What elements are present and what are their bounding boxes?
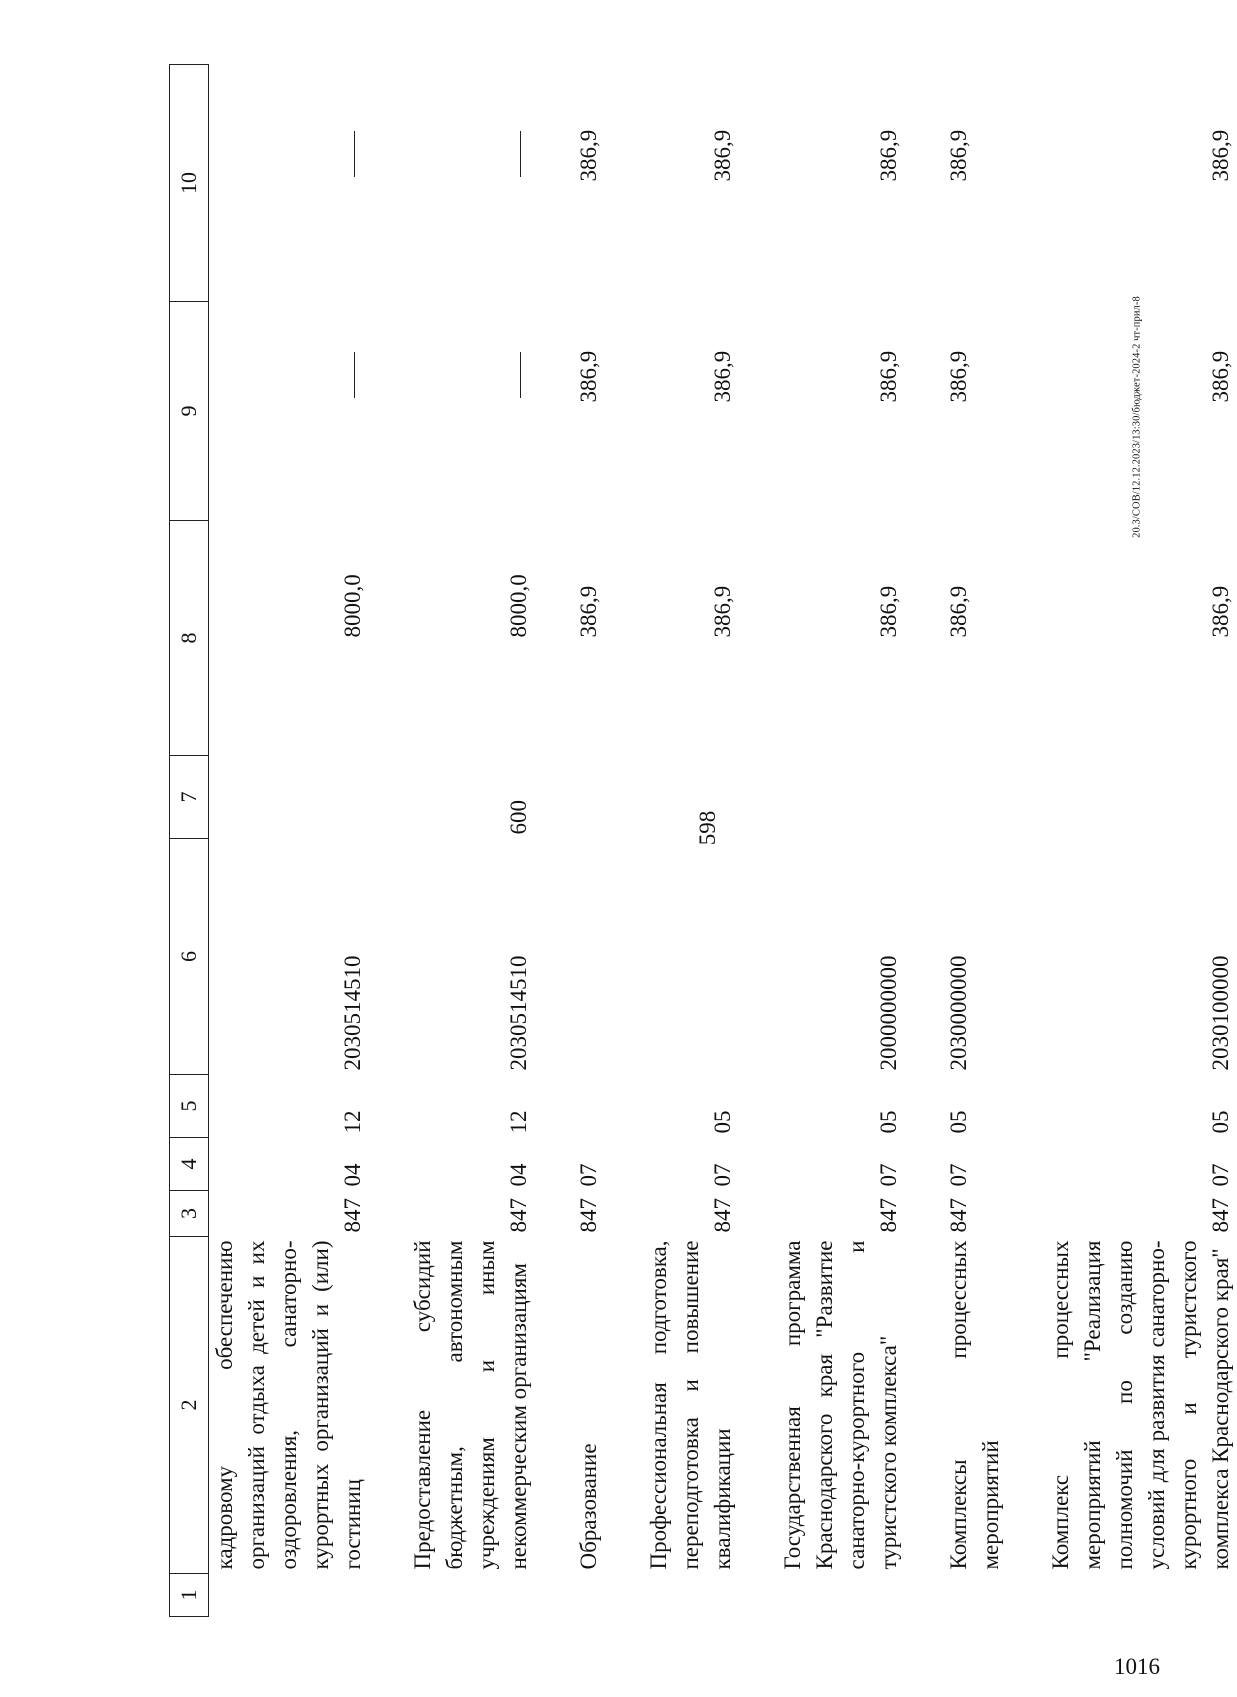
document-footer-code: 20.3/СОВ/12.12.2023/13:30/бюджет-2024-2 чт-прил-8 [1131, 296, 1143, 538]
dash-mark [354, 132, 355, 178]
cell-col-9: 386,9 [946, 350, 971, 403]
dash-mark [354, 353, 355, 399]
header-col-8: 8 [170, 521, 209, 756]
cell-col-5: 12 [506, 1110, 531, 1134]
cell-col-6 [573, 839, 643, 1075]
cell-col-10: 386,9 [946, 129, 971, 182]
cell-col-5: 05 [876, 1110, 901, 1134]
cell-col-9: 386,9 [1208, 350, 1233, 403]
dash-mark [520, 353, 521, 399]
cell-col-10: 386,9 [1208, 129, 1233, 182]
table-row [643, 65, 777, 1617]
cell-col-6: 2000000000 [876, 955, 901, 1071]
cell-col-3: 847 [946, 1198, 971, 1233]
cell-col-10: 386,9 [576, 129, 601, 182]
cell-col-5 [573, 1075, 643, 1138]
cell-col-3: 847 [576, 1198, 601, 1233]
table-row [1045, 65, 1237, 1617]
header-col-2: 2 [170, 1237, 209, 1574]
header-col-6: 6 [170, 839, 209, 1075]
cell-col-4: 07 [1208, 1163, 1233, 1187]
cell-col-4: 07 [576, 1163, 601, 1187]
dash-mark [520, 132, 521, 178]
table-header-row [170, 65, 209, 1617]
cell-col-5: 05 [1208, 1110, 1233, 1134]
cell-col-7 [943, 756, 1045, 839]
row-name: Образование [576, 1443, 601, 1570]
cell-col-4: 07 [946, 1163, 971, 1187]
sheet-number: 1016 [1114, 1654, 1160, 1679]
header-col-5: 5 [170, 1075, 209, 1138]
cell-col-3: 847 [506, 1198, 531, 1233]
cell-col-6: 2030000000 [946, 955, 971, 1071]
cell-col-9: 386,9 [876, 350, 901, 403]
cell-col-8: 386,9 [946, 585, 971, 638]
row-name: Комплексы процессных мероприятий [946, 1240, 1003, 1570]
cell-col-4: 04 [506, 1163, 531, 1187]
cell-col-3: 847 [340, 1198, 365, 1233]
row-name: кадровому обеспечению организаций отдыха детей и их оздоровления, санаторно-курортных организаций и (или) гостиниц [212, 1240, 365, 1570]
cell-col-6 [643, 839, 777, 1075]
cell-col-7 [643, 756, 777, 839]
row-name: Профессиональная подготовка, переподготовка и повышение квалификации [646, 1240, 735, 1570]
header-col-4: 4 [170, 1138, 209, 1191]
table-row [573, 65, 643, 1617]
cell-col-7 [573, 756, 643, 839]
cell-col-7 [1045, 756, 1237, 839]
cell-col-8: 386,9 [710, 585, 735, 638]
cell-col-7: 600 [506, 800, 531, 835]
cell-col-4: 07 [876, 1163, 901, 1187]
table-row [777, 65, 943, 1617]
table-row [407, 65, 573, 1617]
cell-col-3: 847 [876, 1198, 901, 1233]
page-number: 598 [695, 810, 720, 846]
cell-col-4: 04 [340, 1163, 365, 1187]
header-col-1: 1 [170, 1574, 209, 1617]
cell-col-4: 07 [710, 1163, 735, 1187]
header-col-7: 7 [170, 756, 209, 839]
header-col-10: 10 [170, 65, 209, 302]
cell-col-10: 386,9 [710, 129, 735, 182]
cell-col-8: 8000,0 [340, 574, 365, 638]
cell-col-8: 386,9 [876, 585, 901, 638]
table-row [943, 65, 1045, 1617]
cell-col-3: 847 [710, 1198, 735, 1233]
cell-col-5: 05 [710, 1110, 735, 1134]
cell-col-10: 386,9 [876, 129, 901, 182]
cell-col-8: 8000,0 [506, 574, 531, 638]
cell-col-7 [777, 756, 943, 839]
cell-col-6: 2030514510 [340, 955, 365, 1071]
cell-col-6: 2030514510 [506, 955, 531, 1071]
cell-col-8: 386,9 [576, 585, 601, 638]
cell-col-8: 386,9 [1208, 585, 1233, 638]
header-col-3: 3 [170, 1191, 209, 1237]
cell-col-7 [209, 756, 408, 839]
header-col-9: 9 [170, 302, 209, 521]
cell-col-3: 847 [1208, 1198, 1233, 1233]
cell-col-6: 2030100000 [1208, 955, 1233, 1071]
cell-col-9: 386,9 [576, 350, 601, 403]
table-row [209, 65, 408, 1617]
row-name: Предоставление субсидий бюджетным, автономным учреждениям и иным некоммерческим организациям [410, 1240, 531, 1570]
budget-table [169, 64, 1237, 1617]
row-name: Государственная программа Краснодарского края "Развитие санаторно-курортного и туристского комплекса" [780, 1240, 901, 1570]
cell-col-5: 12 [340, 1110, 365, 1134]
row-name: Комплекс процессных мероприятий "Реализация полномочий по созданию условий для развития санаторно-курортного и туристского комплекса Краснодарского края" [1048, 1240, 1233, 1570]
cell-col-5: 05 [946, 1110, 971, 1134]
cell-col-9: 386,9 [710, 350, 735, 403]
